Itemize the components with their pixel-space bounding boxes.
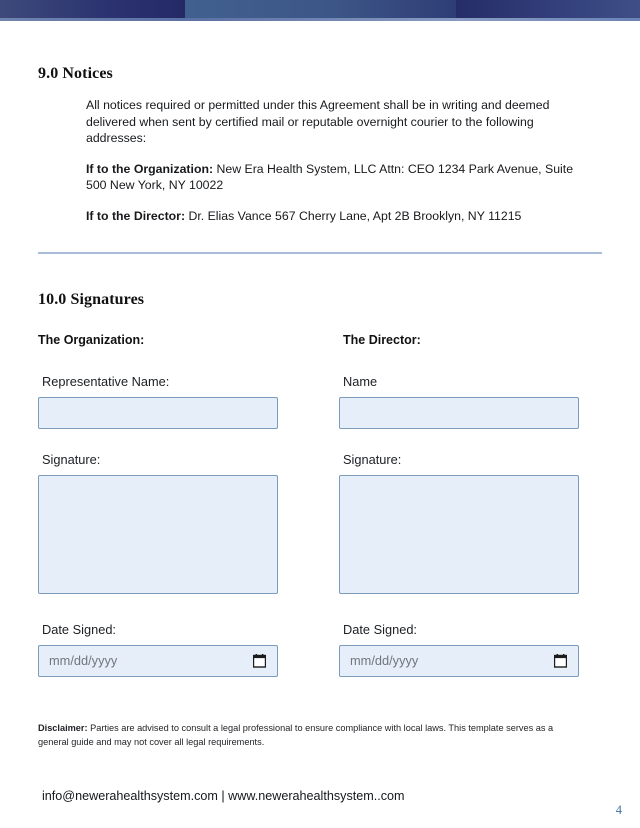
director-address-value: Dr. Elias Vance 567 Cherry Lane, Apt 2B Brooklyn, NY 11215 bbox=[185, 208, 522, 223]
section-divider bbox=[38, 252, 602, 254]
footer-contact-line: info@newerahealthsystem.com | www.newerahealthsystem..com bbox=[42, 788, 405, 803]
notices-paragraph: All notices required or permitted under this Agreement shall be in writing and deemed delivered when sent by certified mail or reputable overnight courier to the following addresses: bbox=[86, 98, 550, 145]
section-heading-signatures: 10.0 Signatures bbox=[38, 290, 145, 308]
disclaimer-body: Parties are advised to consult a legal professional to ensure compliance with local laws. This template serves as a general guide and may not cover all legal requirements. bbox=[38, 722, 554, 747]
notices-organization-line bbox=[86, 161, 591, 194]
director-address-label: If to the Director: bbox=[86, 208, 186, 223]
organization-signature-label: Signature: bbox=[42, 451, 101, 467]
director-name-label: Name bbox=[343, 373, 378, 389]
organization-address-value: New Era Health System, LLC Attn: CEO 1234 Park Avenue, Suite 500 New York, NY 10022 bbox=[86, 161, 574, 192]
document-page bbox=[0, 21, 640, 828]
disclaimer-label: Disclaimer: bbox=[38, 722, 88, 733]
disclaimer-text bbox=[38, 721, 578, 749]
organization-date-field-wrapper[interactable] bbox=[38, 645, 278, 677]
director-signature-label: Signature: bbox=[343, 451, 402, 467]
director-signature-box[interactable] bbox=[339, 475, 579, 594]
header-decorative-band bbox=[0, 0, 640, 18]
organization-address-label: If to the Organization: bbox=[86, 161, 214, 176]
header-band-segment-right bbox=[456, 0, 640, 18]
organization-signature-box[interactable] bbox=[38, 475, 278, 594]
calendar-picker-icon[interactable] bbox=[554, 654, 567, 668]
organization-date-signed-input[interactable] bbox=[38, 645, 278, 677]
signature-column-organization bbox=[38, 333, 301, 677]
organization-date-label: Date Signed: bbox=[42, 621, 116, 637]
director-column-heading: The Director: bbox=[343, 332, 421, 347]
signature-columns bbox=[38, 333, 602, 677]
director-date-label: Date Signed: bbox=[343, 621, 417, 637]
organization-name-label: Representative Name: bbox=[42, 373, 170, 389]
page-number: 4 bbox=[615, 803, 622, 817]
organization-representative-name-input[interactable] bbox=[38, 397, 278, 429]
calendar-picker-icon[interactable] bbox=[253, 654, 266, 668]
organization-column-heading: The Organization: bbox=[38, 332, 145, 347]
signature-column-director bbox=[339, 333, 602, 677]
director-date-signed-input[interactable] bbox=[339, 645, 579, 677]
director-date-field-wrapper[interactable] bbox=[339, 645, 579, 677]
notices-director-line bbox=[86, 208, 591, 225]
header-band-segment-left bbox=[0, 0, 185, 18]
director-date-placeholder: mm/dd/yyyy bbox=[350, 653, 419, 668]
section-heading-notices: 9.0 Notices bbox=[38, 65, 113, 82]
header-band-segment-center bbox=[185, 0, 456, 18]
organization-date-placeholder: mm/dd/yyyy bbox=[49, 653, 118, 668]
director-name-input[interactable] bbox=[339, 397, 579, 429]
notices-body bbox=[86, 97, 591, 224]
